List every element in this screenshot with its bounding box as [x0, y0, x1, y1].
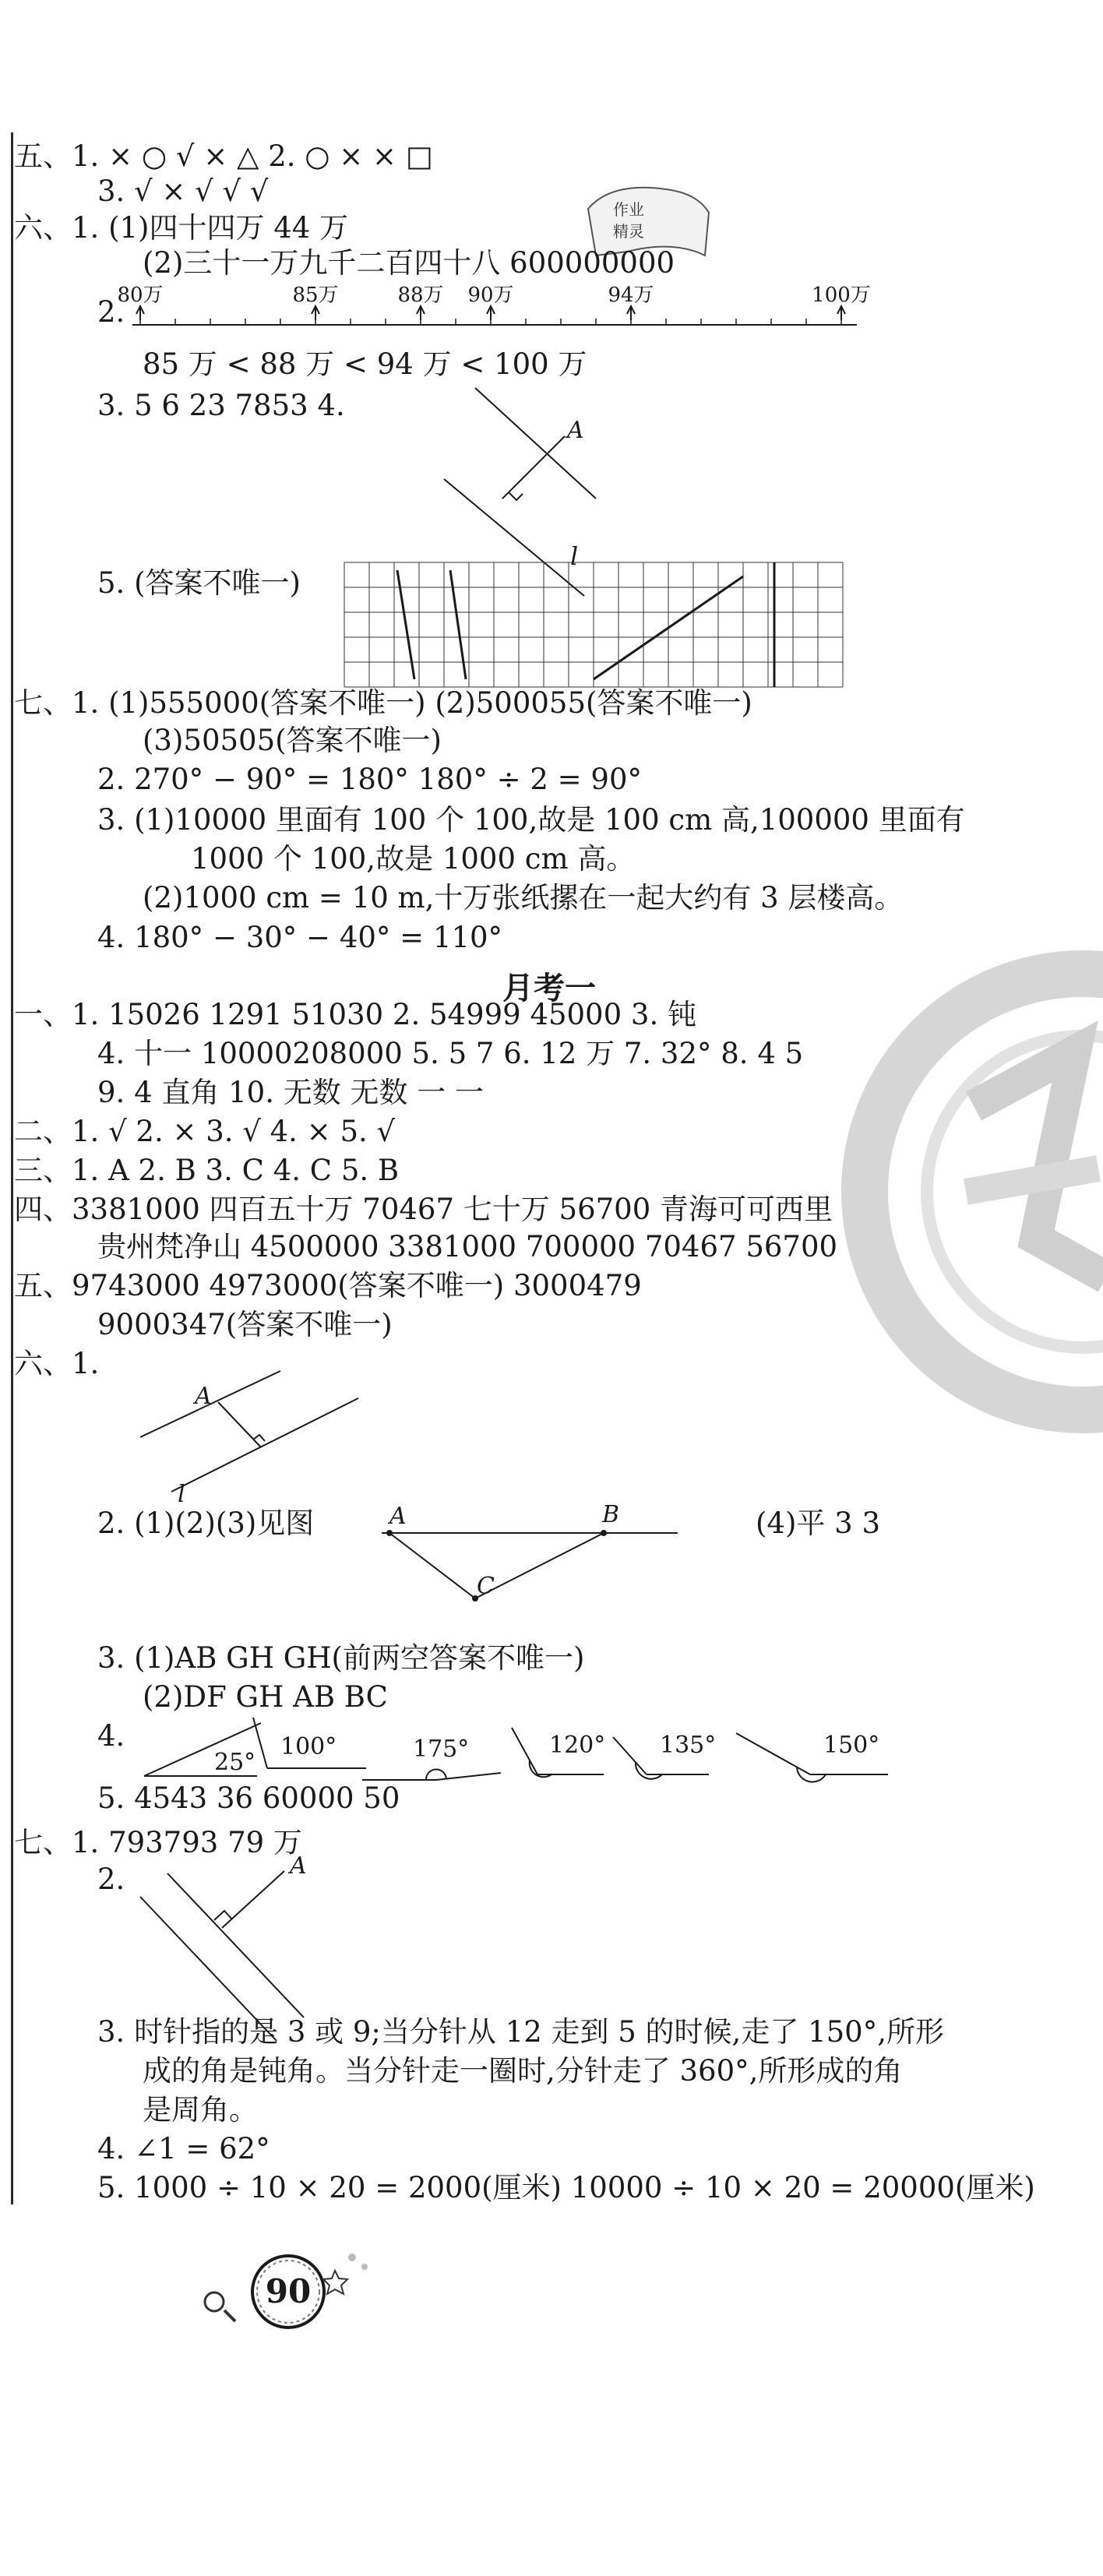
ruler-arrow — [417, 306, 425, 320]
exam-p6-q3-line2: (2)DF GH AB BC — [143, 1680, 388, 1714]
ruler-arrow — [627, 306, 635, 320]
ruler-arrow — [487, 306, 495, 320]
exam-p1-line1: 一、1. 15026 1291 51030 2. 54999 45000 3. 钝 — [14, 998, 696, 1031]
ruler-arrow — [312, 306, 319, 320]
s7-line7: 4. 180° − 30° − 40° = 110° — [97, 921, 503, 954]
exam-p6-q4: 4. — [97, 1719, 125, 1753]
ruler-label: 100万 — [812, 284, 871, 307]
exam-p7-line1: 七、1. 793793 79 万 — [14, 1826, 302, 1859]
s5-line2: 3. √ × √ √ √ — [97, 174, 269, 208]
exam-p2: 二、1. √ 2. × 3. √ 4. × 5. √ — [14, 1115, 396, 1148]
exam-p6-q2-right: (4)平 3 3 — [756, 1506, 881, 1540]
margin-rule — [11, 132, 13, 2204]
exam-p7-q2: 2. — [97, 1862, 125, 1896]
exam-p6-q5: 5. 4543 36 60000 50 — [97, 1781, 400, 1815]
angle-100-label: 100° — [280, 1733, 337, 1760]
s7-line3: 2. 270° − 90° = 180° 180° ÷ 2 = 90° — [97, 763, 642, 796]
exam-p5-line1: 五、9743000 4973000(答案不唯一) 3000479 — [14, 1269, 642, 1302]
angle-25-label: 25° — [214, 1749, 256, 1776]
exam-p3: 三、1. A 2. B 3. C 4. C 5. B — [14, 1154, 400, 1187]
exam-point-a-label: A — [195, 1383, 212, 1410]
s6-q5-grid-figure — [343, 561, 857, 693]
exam-p1-line3: 9. 4 直角 10. 无数 无数 一 一 — [97, 1076, 485, 1109]
s6-line2: (2)三十一万九千二百四十八 600000000 — [143, 246, 675, 280]
grid-drawn-segment — [397, 570, 414, 679]
s7-line2: (3)50505(答案不唯一) — [143, 724, 442, 757]
s5-line1: 五、1. × ○ √ × △ 2. ○ × × □ — [14, 139, 433, 173]
s7-line4: 3. (1)10000 里面有 100 个 100,故是 100 cm 高,100000 里面有 — [97, 803, 965, 837]
exam-p1-line2: 4. 十一 10000208000 5. 5 7 6. 12 万 7. 32° 8. 4 5 — [97, 1037, 804, 1070]
ruler-label: 85万 — [292, 284, 339, 307]
triangle-label-c: C — [477, 1573, 495, 1600]
exam-p4-line1: 四、3381000 四百五十万 70467 七十万 56700 青海可可西里 — [14, 1193, 833, 1226]
exam-p5-line2: 9000347(答案不唯一) — [97, 1308, 393, 1341]
page-number: 90 — [265, 2272, 312, 2310]
exam-p6-q4-angles-figure — [136, 1714, 907, 1788]
exam-p7-q3-line1: 3. 时针指的是 3 或 9;当分针从 12 走到 5 的时候,走了 150°,所形 — [97, 2015, 944, 2049]
exam-p6-q2-triangle-figure — [366, 1496, 685, 1628]
watermark-seal — [841, 911, 1103, 1472]
exam-p7-q4: 4. ∠1 = 62° — [97, 2132, 270, 2165]
number-line-ruler — [117, 280, 872, 343]
exam-p6-q2: 2. (1)(2)(3)见图 — [97, 1506, 315, 1540]
ruler-label: 88万 — [397, 284, 444, 307]
angle-175-label: 175° — [413, 1736, 470, 1763]
exam-p7-q5: 5. 1000 ÷ 10 × 20 = 2000(厘米) 10000 ÷ 10 × 20 = 20000(厘米) — [97, 2171, 1035, 2204]
s7-line5: 1000 个 100,故是 1000 cm 高。 — [191, 842, 636, 876]
page-number-badge — [187, 2243, 382, 2345]
exam-p7-q3-line3: 是周角。 — [143, 2093, 258, 2127]
star-icon — [323, 2271, 347, 2294]
exam-title: 月考一 — [502, 970, 596, 1006]
ruler-label: 80万 — [117, 284, 164, 307]
ruler-label: 94万 — [608, 284, 654, 307]
point-a-label: A — [567, 417, 584, 444]
s7-line1: 七、1. (1)555000(答案不唯一) (2)500055(答案不唯一) — [14, 686, 752, 720]
exam-p7-q3-line2: 成的角是钝角。当分针走一圈时,分针走了 360°,所形成的角 — [143, 2054, 903, 2088]
exam-p6-q1-figure — [132, 1355, 366, 1508]
stamp-text-1: 作业 — [613, 200, 644, 219]
stamp-text-2: 精灵 — [613, 222, 644, 241]
s6-line1: 六、1. (1)四十四万 44 万 — [14, 211, 349, 245]
line-l-label: l — [570, 541, 579, 571]
exam-line-l-label: l — [178, 1481, 185, 1508]
s6-q2-num: 2. — [97, 295, 125, 329]
exam-p6-line1: 六、1. — [14, 1347, 100, 1380]
s6-q5: 5. (答案不唯一) — [97, 566, 301, 600]
s7-line6: (2)1000 cm = 10 m,十万张纸摞在一起大约有 3 层楼高。 — [143, 881, 904, 914]
exam-p6-q3-line1: 3. (1)AB GH GH(前两空答案不唯一) — [97, 1641, 585, 1675]
angle-120-label: 120° — [549, 1732, 606, 1759]
exam-p7-point-a-label: A — [290, 1852, 307, 1880]
s6-q3: 3. 5 6 23 7853 4. — [97, 389, 345, 422]
s6-q4-perpendicular-figure — [436, 382, 623, 584]
ruler-label: 90万 — [467, 284, 514, 307]
s6-compare: 85 万 < 88 万 < 94 万 < 100 万 — [143, 347, 587, 381]
angle-135-label: 135° — [660, 1732, 717, 1759]
angle-150-label: 150° — [823, 1732, 880, 1759]
triangle-label-b: B — [602, 1501, 620, 1528]
ruler-arrow — [136, 306, 144, 320]
exam-p4-line2: 贵州梵净山 4500000 3381000 700000 70467 56700 — [97, 1230, 838, 1263]
triangle-label-a: A — [389, 1503, 407, 1530]
grid-drawn-segment — [450, 570, 466, 679]
ruler-arrow — [837, 306, 845, 320]
